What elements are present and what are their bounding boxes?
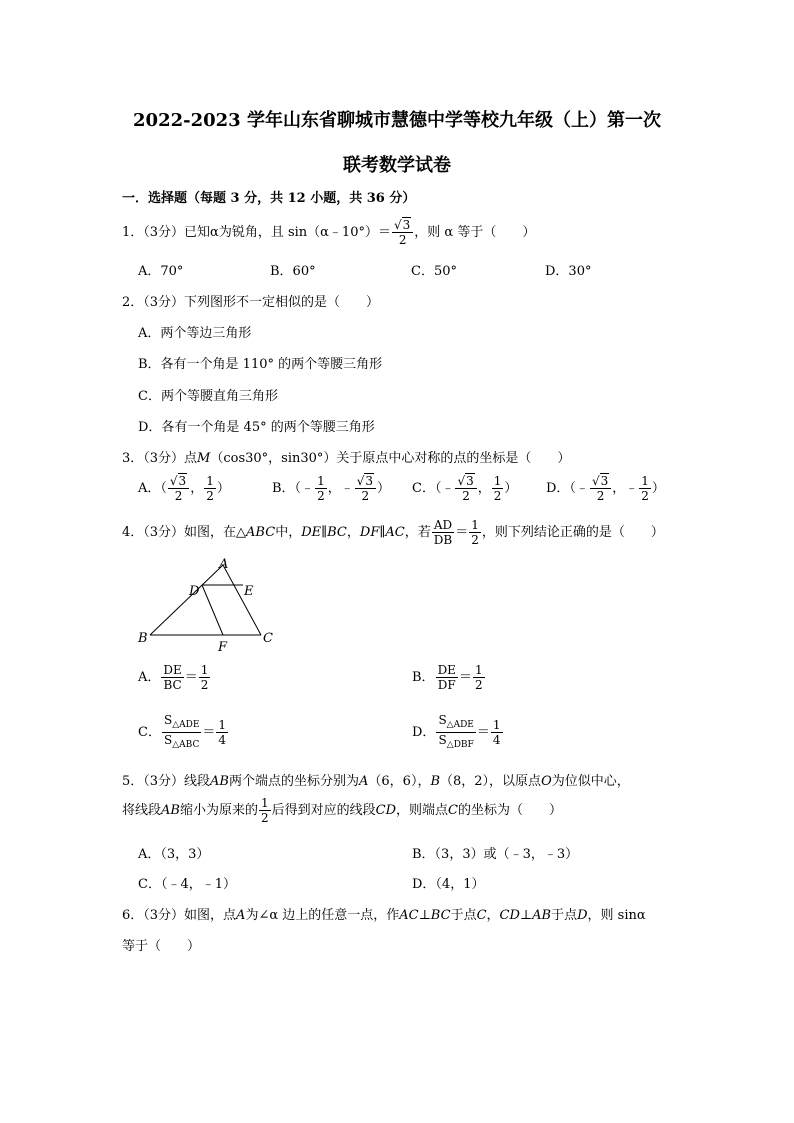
q6-l1-a: 6．（3分）如图，点 [122,908,237,923]
q4-d-rnum: 1 [492,718,501,732]
q3-b-num1: 1 [317,474,325,488]
q4-par1: ∥ [321,525,328,540]
q4-b-rden: 2 [474,678,483,692]
q4-c-num: S [163,713,173,727]
q1-option-b: B．60° [270,264,316,279]
q4-c-rden: 4 [218,733,227,747]
label-f: F [218,640,228,655]
q6-c: C [476,908,487,923]
q1-stem-a: 1．（3分）已知α为锐角，且 sin（α﹣10°）＝ [122,225,391,240]
q5-l1-e: 为位似中心， [551,774,630,789]
question-5-line-2 [122,796,562,825]
q4-option-a [138,663,211,692]
q4-ac: AC [385,525,405,540]
q1-stem-b: ，则 α 等于（ ） [414,225,536,240]
q3-b-den1: 2 [317,489,325,503]
q5-b: B [430,774,441,789]
q3-option-a: A．（ $\frac{√3}{2}$ ， $\frac{1}{2}$ ） [138,474,230,503]
q6-l1-b: 为∠α 边上的任意一点，作 [245,908,400,923]
q4-eq: ＝ [455,525,469,540]
q5-ab: AB [210,774,229,789]
q3-b-comma: ，﹣ [327,481,354,496]
q5-l1-a: 5．（3分）线段 [122,774,211,789]
q4-de: DE [301,525,322,540]
q3-option-b: B．（﹣ $\frac{1}{2}$ ，﹣ $\frac{√3}{2}$ ） [272,474,391,503]
q4-d-num: S [438,713,447,727]
q4-b-num: DE [437,663,456,677]
q6-l1-d: ， [486,908,500,923]
question-6-line-2: 等于（ ） [122,939,201,954]
q4-d-eq: ＝ [476,725,490,740]
question-3-stem [122,447,570,466]
q5-option-c: C．（﹣4，﹣1） [138,877,236,892]
q6-l1-e: 于点 [551,908,578,923]
q3-b-den2: 2 [361,489,370,503]
q4-d-label: D． [412,725,436,740]
q3-c-comma: ， [477,481,491,496]
q5-l1-b: 两个端点的坐标分别为 [229,774,360,789]
q3-b-label: B．（﹣ [272,481,315,496]
q1-option-d: D．30° [545,264,592,279]
side-ab [150,565,223,635]
q4-c-den: S [164,733,173,747]
q4-stem-a: 4．（3分）如图，在△ [122,525,247,540]
q4-b-label: B． [412,670,435,685]
q3-d-label: D．（﹣ [546,481,589,496]
q4-stem-c: ，若 [404,525,431,540]
side-ac [223,565,261,635]
q4-option-b [412,663,486,692]
q5-o: O [541,774,552,789]
q3-a-label: A．（ [138,481,167,496]
title-line-2: 联考数学试卷 [343,155,451,176]
q4-option-c [138,713,229,752]
q1-frac-num: 3 [402,218,411,232]
q5-l2-a: 将线段 [122,803,162,818]
q5-l1-c: （6，6）， [368,774,431,789]
q2-option-a: A．两个等边三角形 [138,326,252,341]
q3-stem-b: （cos30°，sin30°）关于原点中心对称的点的坐标是（ ） [210,451,571,466]
q4-d-den: S [438,733,447,747]
q1-frac-den: 2 [398,233,407,247]
q3-d-comma: ，﹣ [612,481,639,496]
question-1-stem [122,218,535,247]
q5-ab2: AB [161,803,180,818]
q3-c-den2: 2 [493,489,502,503]
q5-l1-d: （8，2），以原点 [440,774,542,789]
q5-frac-den: 2 [260,811,269,825]
q3-c-close: ） [504,481,518,496]
q4-df: DF [359,525,380,540]
q5-option-d: D．（4，1） [412,877,485,892]
q4-frac-one: 1 [471,518,479,532]
section-heading: 一．选择题（每题 3 分，共 12 小题，共 36 分） [122,191,416,206]
q5-l2-e: 的坐标为（ ） [457,803,562,818]
q3-a-den1: 2 [174,489,183,503]
q2-option-b: B．各有一个角是 110° 的两个等腰三角形 [138,357,383,372]
title-line-1: 2022-2023 学年山东省聊城市慧德中学等校九年级（上）第一次 [133,110,661,131]
q3-a-den2: 2 [206,489,214,503]
q6-d: D [577,908,588,923]
q4-triangle-figure [132,553,282,657]
q3-d-close: ） [651,481,665,496]
q4-abc: ABC [246,525,276,540]
q4-option-d [412,713,504,752]
q3-a-sqrt: 3 [178,474,187,488]
q4-c-num-sub: △ADE [172,720,200,730]
q4-b-den: DF [437,678,456,692]
q4-a-num: DE [163,663,182,677]
q5-frac-num: 1 [260,796,269,810]
q3-point-m: M [197,451,211,466]
q5-l2-b: 缩小为原来的 [179,803,258,818]
q1-option-c: C．50° [411,264,457,279]
q3-option-d: D．（﹣ $\frac{√3}{2}$ ，﹣ $\frac{1}{2}$ ） [546,474,665,503]
q6-cdab: CD⊥AB [499,908,552,923]
q3-a-close: ） [216,481,230,496]
q4-c-eq: ＝ [202,725,216,740]
q3-c-label: C．（﹣ [412,481,455,496]
q6-l1-c: 于点 [450,908,477,923]
q4-par2: ∥ [379,525,386,540]
q6-a: A [236,908,246,923]
question-5-line-1 [122,770,630,789]
q5-l2-c: 后得到对应的线段 [271,803,376,818]
label-c: C [263,631,273,646]
q3-d-num2: 1 [641,474,649,488]
q5-option-a: A．（3，3） [138,847,210,862]
q4-a-label: A． [138,670,161,685]
question-6-line-1 [122,904,646,923]
q3-c-num2: 1 [493,474,502,488]
q4-d-den-sub: △DBF [446,740,474,750]
q3-option-c: C．（﹣ $\frac{√3}{2}$ ， $\frac{1}{2}$ ） [412,474,518,503]
segment-df [202,585,223,635]
label-e: E [244,584,254,599]
q4-d-num-sub: △ADE [446,720,474,730]
q3-c-den1: 2 [462,489,470,503]
q4-frac-two: 2 [471,533,479,547]
q5-c: C [448,803,458,818]
q4-stem-b: 中， [275,525,302,540]
q3-c-sqrt: 3 [466,474,474,488]
q4-sep: ， [346,525,360,540]
q4-bc: BC [327,525,347,540]
q4-c-label: C． [138,725,161,740]
q6-acbc: AC⊥BC [399,908,451,923]
q2-option-d: D．各有一个角是 45° 的两个等腰三角形 [138,420,375,435]
q3-d-den1: 2 [596,489,605,503]
q4-a-eq: ＝ [184,670,198,685]
q4-a-den: BC [163,678,182,692]
q5-l2-d: ，则端点 [396,803,449,818]
q5-option-b: B．（3，3）或（﹣3，﹣3） [412,847,579,862]
question-4-stem [122,518,664,547]
q4-a-rden: 2 [200,678,209,692]
q1-option-a: A．70° [138,264,184,279]
q3-a-comma: ， [190,481,204,496]
label-a: A [219,557,229,572]
q1-fraction: $\frac{√3}{2}$ [392,218,413,247]
q4-c-rnum: 1 [218,718,227,732]
q4-b-rnum: 1 [474,663,483,677]
q3-a-num2: 1 [206,474,214,488]
q4-stem-d: ，则下列结论正确的是（ ） [481,525,664,540]
q5-a: A [359,774,369,789]
label-b: B [138,631,148,646]
q3-b-sqrt: 3 [365,474,374,488]
q4-c-den-sub: △ABC [172,740,200,750]
q4-a-rnum: 1 [200,663,209,677]
q2-option-c: C．两个等腰直角三角形 [138,389,278,404]
q5-cd: CD [375,803,397,818]
label-d: D [189,584,200,599]
q3-b-close: ） [377,481,391,496]
q3-stem-a: 3．（3分）点 [122,451,198,466]
question-2-stem: 2．（3分）下列图形不一定相似的是（ ） [122,295,380,310]
q3-d-den2: 2 [641,489,649,503]
q3-d-sqrt: 3 [600,474,609,488]
q4-frac-db: DB [433,533,453,547]
q4-b-eq: ＝ [458,670,472,685]
q4-d-rden: 4 [492,733,501,747]
q4-frac-ad: AD [433,518,453,532]
q6-l1-f: ，则 sinα [587,908,646,923]
